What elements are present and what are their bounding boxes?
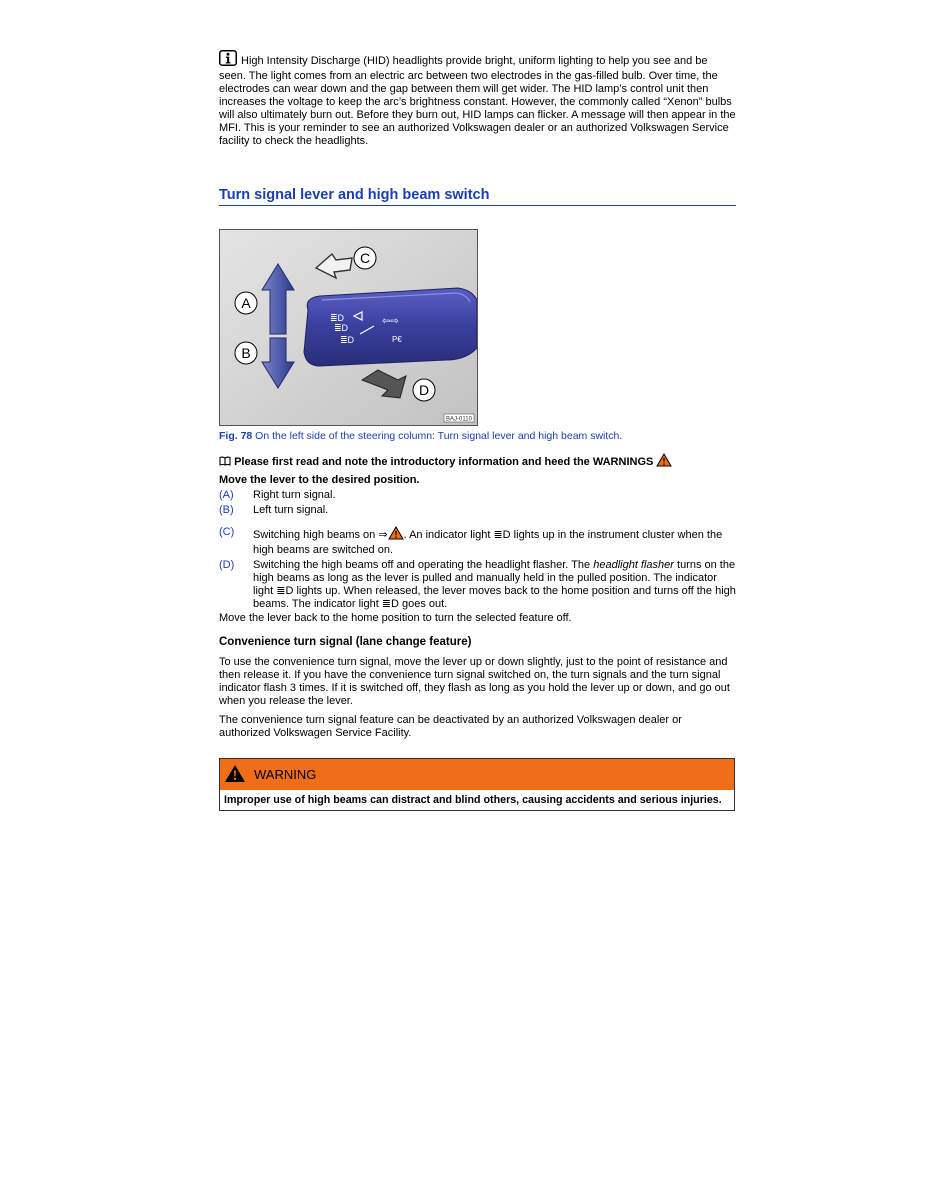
svg-text:≣D: ≣D [340,335,355,345]
warning-text: Improper use of high beams can distract and blind others, causing accidents and serious injuries. [224,794,722,806]
function-list [219,489,736,613]
list-item-b [219,504,736,517]
list-item-c [219,526,736,557]
figure-code: BAJ-0110 [446,416,472,423]
lever-illustration [220,230,477,425]
item-text-post: turns on the high beams as long as the lever is pulled and manually held in the pulled position. The indicator light ≣D lights up. When released, the lever moves back to the home position and turns off the high beams. The indicator light ≣D goes out. [253,559,736,610]
section-heading [219,186,736,206]
info-icon [219,50,237,70]
label-b: B [241,345,251,361]
label-c: C [359,250,371,266]
item-label: (D) [219,559,235,571]
label-a: A [241,295,251,311]
item-text: Right turn signal. [253,489,336,501]
info-text: High Intensity Discharge (HID) headlights provide bright, uniform lighting to help you see and be seen. The light comes from an electric arc between two electrodes in the gas-filled bulb. Over time, the electrodes can wear down and the gap between them will get wider. The HID lamp’s control unit then increases the voltage to keep the arc’s brightness constant. However, the commonly called “Xenon” bulbs will also ultimately burn out. Before they burn out, HID lamps can flicker. A message will then appear in the MFI. This is your reminder to see an authorized Volkswagen dealer or an authorized Volkswagen Service facility to check the headlights. [219,55,736,147]
intro-text: Please first read and note the introductory information and heed the WARNINGS [234,456,654,468]
item-label: (B) [219,504,234,516]
convenience-section [219,656,736,746]
convenience-heading: Convenience turn signal (lane change feature) [219,636,472,648]
list-item-a [219,489,736,502]
item-text-emphasis: headlight flasher [593,559,674,571]
move-lever-heading: Move the lever to the desired position. [219,474,420,486]
item-label: (C) [219,526,235,538]
section-title: Turn signal lever and high beam switch [219,186,736,206]
home-position-text: Move the lever back to the home position to turn the selected feature off. [219,612,572,624]
item-text: Left turn signal. [253,504,329,516]
book-icon [219,456,231,468]
caption-text: On the left side of the steering column: Turn signal lever and high beam switch. [252,430,623,442]
caption-number: Fig. 78 [219,430,253,442]
warning-triangle-icon [656,453,672,471]
info-note [219,50,736,148]
figure-turn-signal-lever [219,229,478,426]
figure-caption [219,430,736,443]
item-text-pre: Switching the high beams off and operating the headlight flasher. The [253,559,594,571]
warning-triangle-icon [388,526,404,544]
convenience-paragraph-1: To use the convenience turn signal, move the lever up or down slightly, just to the point of resistance and then release it. If you have the convenience turn signal switched on, the turn signals and the turn signal indicator flash 3 times. If it is switched off, they flash as long as you hold the lever up or down, and go out when you release the lever. [219,656,730,707]
item-text-pre: Switching high beams on ⇒ [253,529,388,541]
label-d: D [418,382,430,398]
warning-box [219,758,735,811]
svg-text:≣D: ≣D [330,313,345,323]
intro-line [219,453,736,471]
svg-text:P€: P€ [392,335,402,344]
item-label: (A) [219,489,234,501]
warning-title: WARNING [254,767,317,782]
list-item-d [219,559,736,611]
svg-text:⇦⇨: ⇦⇨ [382,316,399,327]
item-text-post: . An indicator light ≣D lights up in the instrument cluster when the high beams are switched on. [253,529,723,556]
warning-triangle-icon [224,764,246,785]
warning-header [220,759,734,790]
svg-text:≣D: ≣D [334,323,349,333]
convenience-paragraph-2: The convenience turn signal feature can be deactivated by an authorized Volkswagen dealer or authorized Volkswagen Service Facility. [219,714,682,739]
